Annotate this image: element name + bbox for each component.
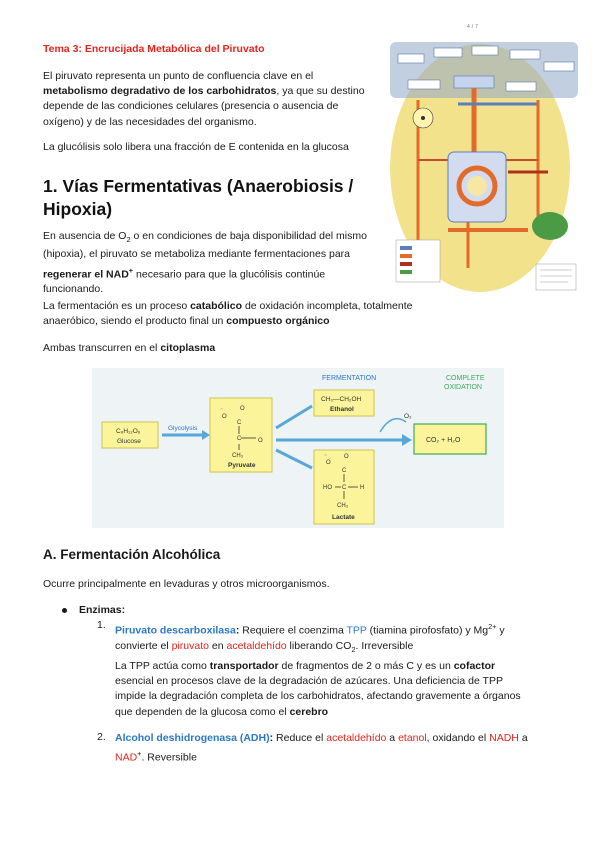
ferm-text-2: de oxidación incompleta, totalmente anaeróbico, siendo el producto final un [43,300,413,328]
s1-text-3: necesario para que la glucólisis continúe funcionando. [43,268,326,296]
ethanol-label: Ethanol [330,406,354,413]
co2-subscript: 2 [351,644,356,654]
s1-text-2: o en condiciones de baja disponibilidad del mismo (hipoxia), el piruvato se metaboliza mediante fermentaciones para [43,230,367,261]
ethanol-formula: CH₃—CH₂OH [321,396,362,403]
diagram-oxidation-label: OXIDATION [444,384,482,391]
section-1-paragraph [43,229,388,297]
tpp-term: TPP [346,624,367,637]
intro-bold: metabolismo degradativo de los carbohidratos [43,85,277,98]
glucose-formula: C₆H₁₂O₆ [116,428,141,435]
e2-text-1: Reduce el [273,732,327,744]
intro-text-2: , ya que su destino depende de las condiciones celulares (presencia o ausencia de oxígeno) y de las necesidades del organismo. [43,85,365,128]
metabolic-map-figure [388,40,580,292]
e1-text-1: Requiere el coenzima [239,624,347,637]
pyruvate-c1: C [237,420,242,426]
diagram-fermentation-label: FERMENTATION [322,375,377,382]
o2-subscript: 2 [126,235,131,245]
ferm-text-1: La fermentación es un proceso [43,300,191,312]
e1-text-6: . Irreversible [355,639,414,652]
tpp-text-1: La TPP actúa como [115,660,210,672]
nad-plus-superscript: + [137,749,142,759]
nad-term: NAD [115,751,138,764]
lactate-c2: C [342,485,347,491]
nadh-term: NADH [489,732,519,744]
enzyme-2-colon: : [269,732,274,744]
section-1-title: 1. Vías Fermentativas (Anaerobiosis / Hipoxia) [43,176,354,219]
lactate-h: H [360,485,365,491]
ferm-bold-1: catabólico [190,300,243,312]
glycolysis-label: Glycolysis [168,425,198,432]
cytoplasm-paragraph [43,341,215,356]
pyruvate-ch3: CH₃ [232,453,244,459]
s1-text-1: En ausencia de O [43,230,127,242]
e1-text-5: liberando CO [286,639,352,652]
lactate-o2: O [344,454,349,460]
section-a-intro: Ocurre principalmente en levaduras y otros microorganismos. [43,578,330,590]
enzymes-bullet [62,604,125,616]
lactate-ho: HO [323,485,332,491]
section-a-title: A. Fermentación Alcohólica [43,547,221,562]
enzyme-1-number: 1. [97,619,106,631]
pyruvate-label: Pyruvate [228,462,256,469]
tpp-text-3: esencial en procesos clave de la degradación de azúcares. Una deficiencia de TPP impide la degradación completa de los carbohidratos, afectando gravemente a órganos que dependen de la glucosa como el [115,675,521,718]
glycolysis-note: La glucólisis solo libera una fracción de E contenida en la glucosa [43,141,349,153]
lactate-ch3: CH₃ [337,503,349,509]
enzyme-1-name: Piruvato descarboxilasa [115,624,236,637]
enzyme-1-text [115,619,535,657]
fermentation-diagram [92,368,504,528]
o2-label: O₂ [404,413,412,420]
e2-text-2: a [386,732,399,744]
glucose-label: Glucose [117,438,141,445]
pyruvate-o2: O [240,406,245,412]
mg-superscript: 2+ [488,622,497,631]
pyruvate-o1: O [222,414,227,420]
nad-superscript: + [128,265,134,275]
etanol-term: etanol [398,732,427,744]
cyto-text: Ambas transcurren en el [43,342,161,354]
e2-text-5: . Reversible [141,751,197,764]
pyruvate-o3: O [258,438,263,444]
e2-text-4: a [518,732,528,744]
tpp-bold-2: cofactor [453,660,496,672]
intro-paragraph [43,69,379,130]
tpp-paragraph [115,659,535,720]
topic-title: Tema 3: Encrucijada Metabólica del Piruvato [43,43,265,55]
enzymes-label: Enzimas: [79,604,126,616]
piruvato-term: piruvato [171,639,209,652]
acetaldehido-term-2: acetaldehído [326,732,387,744]
fermentation-paragraph [43,299,415,329]
tpp-text-2: de fragmentos de 2 o más C y es un [278,660,454,672]
e2-text-3: , oxidando el [426,732,490,744]
enzyme-2-text [115,731,535,766]
enzyme-1-colon: : [235,624,240,637]
tpp-bold-1: transportador [209,660,279,672]
s1-bold: regenerar el NAD [43,268,129,280]
tpp-bold-3: cerebro [289,705,329,718]
pyruvate-c2: C [237,436,242,442]
lactate-label: Lactate [332,514,355,521]
lactate-c1: C [342,468,347,474]
e1-text-3: y convierte el [115,624,505,652]
bullet-dot [62,608,67,613]
page-number: 4 / 7 [467,24,479,30]
intro-text: El piruvato representa un punto de confluencia clave en el [43,70,314,82]
lactate-o1: O [326,460,331,466]
diagram-complete-label: COMPLETE [446,375,485,382]
acetaldehido-term: acetaldehído [226,639,287,652]
lactate-minus: ⁻ [324,454,328,460]
e1-text-2: (tiamina pirofosfato) y Mg [366,624,489,637]
cyto-bold: citoplasma [160,342,216,354]
enzyme-2-name: Alcohol deshidrogenasa (ADH) [115,732,270,744]
enzyme-2-number: 2. [97,731,106,743]
co2-water: CO₂ + H₂O [426,437,461,444]
ferm-bold-2: compuesto orgánico [226,315,330,328]
pyruvate-minus: ⁻ [220,408,224,414]
e1-text-4: en [208,639,227,652]
